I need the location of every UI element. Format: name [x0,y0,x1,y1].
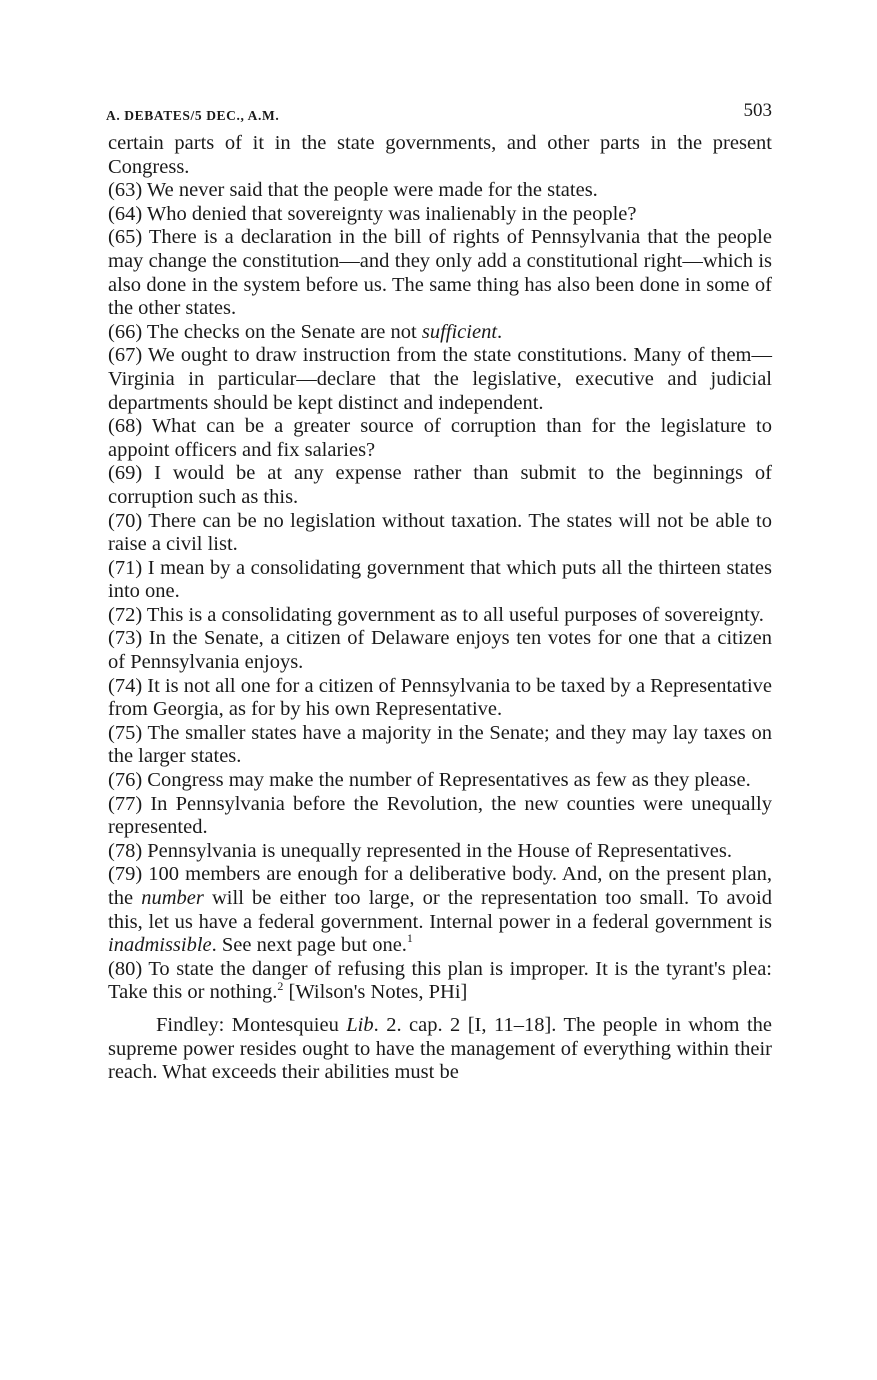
numbered-note [108,321,772,345]
text-segment: In the Senate, a citizen of Delaware enjoys ten votes for one that a citizen of Pennsylvania enjoys. [108,627,772,674]
numbered-note [108,179,772,203]
note-number: (77) [108,792,143,815]
text-segment: I mean by a consolidating government that which puts all the thirteen states into one. [108,556,773,603]
italic-text: number [141,887,204,909]
body-text [108,132,772,1085]
text-segment: There can be no legislation without taxation. The states will not be able to raise a civil list. [108,509,772,556]
note-number: (68) [108,415,143,438]
running-head-title: A. DEBATES/5 DEC., A.M. [106,108,280,123]
numbered-note [108,203,772,227]
text-segment: Congress may make the number of Representatives as few as they please. [147,769,751,792]
text-segment: It is not all one for a citizen of Pennsylvania to be taxed by a Representative from Georgia, as for by his own Representative. [108,674,772,721]
text-segment: In Pennsylvania before the Revolution, the new counties were unequally represented. [108,792,772,839]
text-segment: Findley: Montesquieu [156,1013,347,1036]
numbered-note [108,510,772,557]
note-number: (75) [108,721,143,744]
text-segment: [Wilson's Notes, PHi] [283,981,468,1004]
text-segment: To state the danger of refusing this plan is improper. It is the tyrant's plea: Take this or nothing. [108,957,772,1004]
note-number: (76) [108,769,143,792]
paragraph-gap [108,1005,772,1014]
note-number: (70) [108,509,143,532]
italic-text: sufficient [421,320,498,343]
text-segment: The smaller states have a majority in the Senate; and they may lay taxes on the larger states. [108,721,772,768]
numbered-note [108,604,772,628]
note-number: (74) [108,674,143,697]
numbered-note [108,675,772,722]
numbered-note [108,627,772,674]
text-segment: The checks on the Senate are not [146,320,422,343]
running-head [108,96,772,132]
note-number: (66) [108,320,143,343]
text-segment: We ought to draw instruction from the state constitutions. Many of them—Virginia in particular—declare that the legislative, executive and judicial departments should be kept distinct and independent. [108,344,772,414]
note-number: (72) [108,603,143,626]
note-number: (69) [108,462,143,485]
note-number: (64) [108,202,143,225]
text-segment: This is a consolidating government as to all useful purposes of sovereignty. [146,603,764,626]
footnote-ref: 2 [277,978,284,993]
italic-text: inadmissible [108,934,212,957]
numbered-note [108,863,772,957]
note-number: (80) [108,957,143,980]
text-segment: 100 members are enough for a deliberative body. And, on the present plan, the [108,863,773,909]
text-segment: will be either too large, or the representation too small. To avoid this, let us have a federal government. Internal power in a federal government is [108,887,772,933]
note-number: (78) [108,839,143,862]
numbered-note [108,415,772,462]
text-segment: . 2. cap. 2 [I, 11–18]. The people in whom the supreme power resides ought to have the management of everything within their reach. What exceeds their abilities must be [108,1013,772,1084]
opening-text: certain parts of it in the state governments, and other parts in the present Congress. [108,132,772,178]
numbered-note [108,226,772,320]
numbered-note [108,769,772,793]
note-number: (73) [108,627,143,650]
document-page [108,96,772,1085]
footnote-ref: 1 [406,931,413,946]
italic-text: Lib [346,1013,374,1036]
text-segment: Who denied that sovereignty was inalienably in the people? [146,202,637,225]
note-number: (71) [108,556,143,579]
numbered-note [108,462,772,509]
numbered-note [108,958,772,1005]
text-segment: . See next page but one. [211,934,407,957]
numbered-note [108,557,772,604]
note-number: (63) [108,179,143,202]
numbered-note [108,344,772,415]
note-number: (67) [108,344,143,367]
closing-paragraph [108,1014,772,1085]
text-segment: I would be at any expense rather than submit to the beginnings of corruption such as this. [108,462,772,508]
text-segment: We never said that the people were made for the states. [146,179,598,202]
numbered-note [108,840,772,864]
text-segment: Pennsylvania is unequally represented in the House of Representatives. [147,839,732,862]
text-segment: . [497,320,503,343]
page-number: 503 [743,100,772,121]
note-number: (65) [108,226,143,249]
text-segment: There is a declaration in the bill of rights of Pennsylvania that the people may change the constitution—and they only add a constitutional right—which is also done in the system before us. The same thing has also been done in some of the other states. [108,226,772,320]
text-segment: What can be a greater source of corruption than for the legislature to appoint officers and fix salaries? [108,415,772,461]
numbered-note [108,793,772,840]
numbered-note [108,722,772,769]
numbered-notes-list [108,179,772,1005]
note-number: (79) [108,863,143,886]
